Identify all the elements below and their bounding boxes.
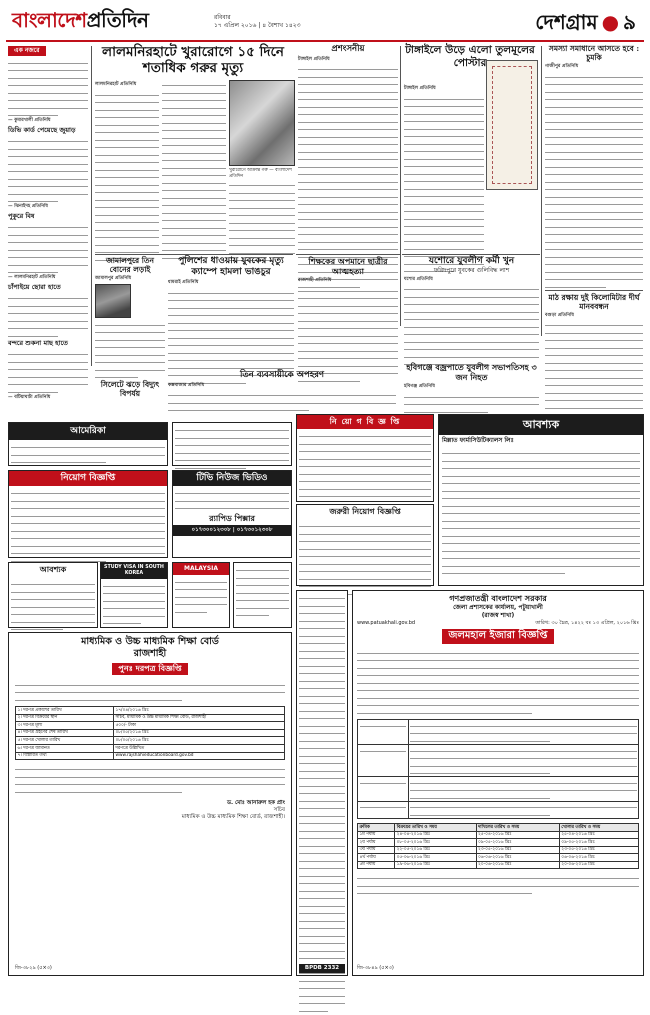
story-jashore-byline: যশোর প্রতিনিধি [404,276,433,282]
story-jamalpur [95,256,165,398]
story-tin [168,370,396,410]
lead-headline: লালমনিরহাটে খুরারোগে ১৫ দিনে শতাধিক গরুর মৃত্যু [102,44,284,76]
schedule-cell: ১৯-০৬-২০১৬ খ্রিঃ [395,861,476,869]
brief-byline-3: — লালমনিরহাট প্রতিনিধি [8,275,56,281]
gov-memo-date: তারিখ: ৩০ চৈত্র, ১৪২২ বঃ [535,620,592,626]
brief-headline-1: ডিভি কার্ড পেয়েছে জুয়াড় [8,126,76,134]
story-prosangshaniyo-byline: টাঙ্গাইল প্রতিনিধি [298,56,330,62]
schedule-cell: ২৪-০৪-২০১৬ খ্রিঃ [395,831,476,839]
ad-america [8,422,168,466]
board-table-label: ৪। দরপত্র গ্রহণের শেষ তারিখ [16,729,114,737]
bullet-icon: ● [601,10,620,34]
brief-byline-1: — কুমারখালী প্রতিনিধি [8,118,51,123]
schedule-cell: ২৩-০৫-২০১৬ খ্রিঃ [559,846,638,854]
ad-niyog-bigyopti [296,414,434,502]
brief-1 [8,58,88,125]
board-signatory-org: মাধ্যমিক ও উচ্চ মাধ্যমিক শিক্ষা বোর্ড, রাজশাহী। [181,813,285,820]
story-jamalpur-headline: জামালপুরে তিন বোনের লড়াই [106,256,154,274]
ad-jolmohal [352,590,644,976]
board-tender-title: পুনঃ দরপত্র বিজ্ঞপ্তি [112,663,187,675]
ad-education-board [8,632,292,976]
schedule-header: ক্রমিক [358,824,395,832]
lead-photo [229,80,295,166]
story-prosangshaniyo [298,44,398,252]
board-tender-table [15,706,285,760]
masthead [6,4,644,42]
ad-aboshyok-pharma [438,414,644,586]
schedule-header: দাখিলের তারিখ ও সময় [476,824,559,832]
gov-date-2: ১৩ এপ্রিল, ২০১৬ খ্রিঃ [592,620,639,626]
ad-malaysia [172,562,230,628]
day: রবিবার [214,14,231,21]
gov-office: জেলা প্রশাসকের কার্যালয়, পটুয়াখালী [453,604,543,611]
schedule-row [358,839,639,847]
ad-niyog-mid [172,422,292,466]
ad-malaysia-title: MALAYSIA [173,563,229,575]
board-footer-code: জি-৩৮২৯ (৫×৩) [15,964,52,971]
story-shomossha-byline: গাজীপুর প্রতিনিধি [545,64,579,69]
board-table-value: সচিব, মাধ্যমিক ও উচ্চ মাধ্যমিক শিক্ষা বোর্ড, রাজশাহী [113,714,284,722]
board-table-row [16,729,285,737]
schedule-cell: ০৬-০৬-২০১৬ খ্রিঃ [559,854,638,862]
ad-niyog-left [8,470,168,558]
ad-america-title: আমেরিকা [9,423,167,440]
lead-photo-caption: খুরারোগে আক্রান্ত গরু — বাংলাদেশ প্রতিদিন [229,168,292,179]
story-tangail-byline: টাঙ্গাইল প্রতিনিধি [404,86,436,91]
ad-rapid-title: র‍্যাপিড পিক্সার [209,513,255,523]
ad-study-visa [100,562,168,628]
ad-joruri-niyog [296,504,434,586]
schedule-cell: ০৯-০৫-২০১৬ খ্রিঃ [476,839,559,847]
board-table-label: ১। দরপত্র প্রকাশের তারিখ [16,707,114,715]
board-table-label: ৬। দরপত্র জামানত [16,744,114,752]
jolmohal-title: জলমহাল ইজারা বিজ্ঞপ্তি [442,629,553,644]
board-signatory: ড. মোঃ আনারুল হক প্রাং [226,800,285,807]
jolmohal-schedule-table [357,823,639,869]
board-table-value: ০৮/০৫/২০১৬ খ্রিঃ [113,737,284,745]
story-shomossha [545,44,643,344]
section-title: দেশগ্রাম [535,10,598,34]
ad-tv-news [172,470,292,558]
brief-2 [8,136,88,210]
brief-byline-4: — বটিয়াঘাটা প্রতিনিধি [8,394,51,400]
newspaper-logo [12,8,148,33]
board-table-label: ২। দরপত্র বিক্রয়ের স্থান [16,714,114,722]
schedule-cell: ৫ম পর্যায় [358,861,395,869]
story-math-headline: মাঠ রক্ষায় দুই কিলোমিটার দীর্ঘ মানববন্ধন [548,292,640,311]
class-ad-phone: 2332 [323,965,340,972]
jolmohal-footer-code: জি-৩৮৪৯ (৫×৩) [357,964,394,971]
schedule-cell: ০৬-০৬-২০১৬ খ্রিঃ [476,854,559,862]
schedule-cell: ২০-০৬-২০১৬ খ্রিঃ [476,861,559,869]
board-table-label: ৫। দরপত্র খোলার তারিখ [16,737,114,745]
ad-niyog-bigyopti-title: নি য়ো গ বি জ্ঞ প্তি [297,415,433,429]
logo-part-1: বাংলাদেশ [12,8,87,32]
story-jashore-sub: ফরিদপুরে যুবকের গুলিবিদ্ধ লাশ [433,267,510,274]
story-police-byline: ধামরাই প্রতিনিধি [168,280,199,285]
story-tin-headline: তিন ব্যবসায়ীকে অপহরণ [239,370,325,380]
lead-headline-box [95,44,291,76]
ad-aboshyok-left [8,562,98,628]
brief-byline-2: — ঝিনাইদহ প্রতিনিধি [8,204,49,210]
briefs-column [8,46,88,400]
poster-photo [486,60,538,190]
schedule-cell: ২০-০৬-২০১৬ খ্রিঃ [559,861,638,869]
lead-text-col-1 [95,80,159,250]
brief-3 [8,222,88,281]
schedule-cell: ২৫-০৪-২০১৬ খ্রিঃ [559,831,638,839]
ad-pharma-name: মিল্লাত ফার্মাসিউটিক্যালস লিঃ [442,436,514,444]
brief-5 [8,349,88,401]
ad-aboshyok-title: আবশ্যক [439,415,643,435]
brief-4 [8,293,88,337]
section-header [535,10,636,35]
board-table-label: ৩। দরপত্র মূল্য [16,722,114,730]
ad-classified-column [296,590,348,976]
board-table-row [16,752,285,760]
schedule-cell: ২য় পর্যায় [358,839,395,847]
story-shikkhok-byline: রাজশাহী প্রতিনিধি [298,278,332,283]
schedule-cell: ৪র্থ পর্যায় [358,854,395,862]
board-table-row [16,722,285,730]
ad-aboshyok-left-title: আবশ্যক [39,565,67,574]
gov-branch: (রাজস্ব শাখা) [481,611,515,619]
ad-joruri-niyog-title: জরুরী নিয়োগ বিজ্ঞপ্তি [329,507,401,516]
board-table-value: ০৮/০৫/২০১৬ খ্রিঃ [113,729,284,737]
gov-website: www.patuakhali.gov.bd [357,620,416,626]
ad-rapid-phone: ০১৭৩০০১২৩০৮ | ০১৭৩০১২৩০৮ [173,525,291,536]
ad-tv-news-title: টিভি নিউজ ভিডিও [173,471,291,486]
brief-headline-2: পুকুরে বিষ [8,212,35,221]
schedule-cell: ২৫-০৪-২০১৬ খ্রিঃ [476,831,559,839]
board-table-value: দরপত্রে উল্লিখিত [113,744,284,752]
board-city: রাজশাহী [133,647,167,659]
story-jashore-headline: যশোরে যুবলীগ কর্মী খুন [428,256,515,266]
board-title: মাধ্যমিক ও উচ্চ মাধ্যমিক শিক্ষা বোর্ড [81,636,219,647]
schedule-cell: ২২-০৫-২০১৬ খ্রিঃ [395,846,476,854]
story-jashore [404,256,539,360]
ad-classified-small [233,562,292,628]
schedule-row [358,846,639,854]
briefs-tag: এক নজরে [8,46,46,56]
story-habiganj-byline: হবিগঞ্জ প্রতিনিধি [404,384,435,389]
story-tin-byline: কক্সবাজার প্রতিনিধি [168,382,205,388]
story-tangail-body [404,84,484,252]
board-table-row [16,744,285,752]
bpdb-label: BPDB [304,965,322,972]
ad-study-visa-title: STUDY VISA IN SOUTH KOREA [101,563,167,579]
board-table-value: ৫০০/- টাকা [113,722,284,730]
jolmohal-list [353,717,643,821]
story-habiganj [404,362,539,416]
story-tangail-headline: টাঙ্গাইলে উড়ে এলো তুলমূলের পোস্টার [405,44,535,69]
dateline [214,14,364,29]
board-table-value: www.rajshahieducationboard.gov.bd [113,752,284,760]
schedule-row [358,861,639,869]
page-number: ৯ [623,10,636,34]
lead-text-col-2 [162,80,226,250]
schedule-cell: ৩য় পর্যায় [358,846,395,854]
logo-part-2: প্রতিদিন [86,8,149,32]
schedule-row [358,854,639,862]
schedule-header: খোলার তারিখ ও সময় [559,824,638,832]
schedule-cell: ২৩-০৫-২০১৬ খ্রিঃ [476,846,559,854]
story-jamalpur-byline: জামালপুর প্রতিনিধি [95,276,132,281]
gov-title: গণপ্রজাতন্ত্রী বাংলাদেশ সরকার [449,594,547,603]
board-table-row [16,737,285,745]
story-prosangshaniyo-headline: প্রশংসনীয় [331,44,365,54]
schedule-header: বিক্রয়ের তারিখ ও সময় [395,824,476,832]
board-table-label: ৭। বিস্তারিত তথ্য [16,752,114,760]
schedule-cell: ০৯-০৫-২০১৬ খ্রিঃ [559,839,638,847]
story-shikkhok [298,256,398,376]
story-habiganj-headline: হবিগঞ্জে বজ্রপাতে যুবলীগ সভাপতিসহ ৩ জন নিহত [406,362,537,382]
story-sylhet-headline: সিলেটে ঝড়ে বিদ্যুৎ বিপর্যয় [100,379,160,398]
brief-headline-3: চাঁপাইয়ে ছোরা হাতে [8,283,61,292]
board-table-row [16,707,285,715]
schedule-row [358,831,639,839]
board-table-row [16,714,285,722]
brief-headline-4: বন্দরে শুকনা মাছ হাতে [8,338,68,347]
schedule-cell: ০৮-০৫-২০১৬ খ্রিঃ [395,839,476,847]
story-police-headline: পুলিশের ধাওয়ায় যুবকের মৃত্যু ক্যাম্পে হামলা ভাঙচুর [178,256,284,277]
ad-niyog-left-title: নিয়োগ বিজ্ঞপ্তি [9,471,167,486]
board-signatory-title: সচিব [273,806,285,813]
date: ১৭ এপ্রিল ২০১৬ | ৪ বৈশাখ ১৪২৩ [214,21,301,29]
schedule-cell: ১ম পর্যায় [358,831,395,839]
jamalpur-photo [95,284,131,318]
board-table-value: ১৭/০৪/২০১৬ খ্রিঃ [113,707,284,715]
lead-text-col-3 [229,180,295,250]
story-shikkhok-headline: শিক্ষকের অপমানে ছাত্রীর আত্মহত্যা [308,256,388,276]
story-shomossha-headline: সমস্যা সমাধানে আসতে হবে : চুমকি [548,44,640,62]
story-math-byline: বগুড়া প্রতিনিধি [545,312,574,318]
schedule-cell: ০৫-০৬-২০১৬ খ্রিঃ [395,854,476,862]
lead-byline: লালমনিরহাট প্রতিনিধি [95,82,137,87]
story-police [168,256,294,368]
